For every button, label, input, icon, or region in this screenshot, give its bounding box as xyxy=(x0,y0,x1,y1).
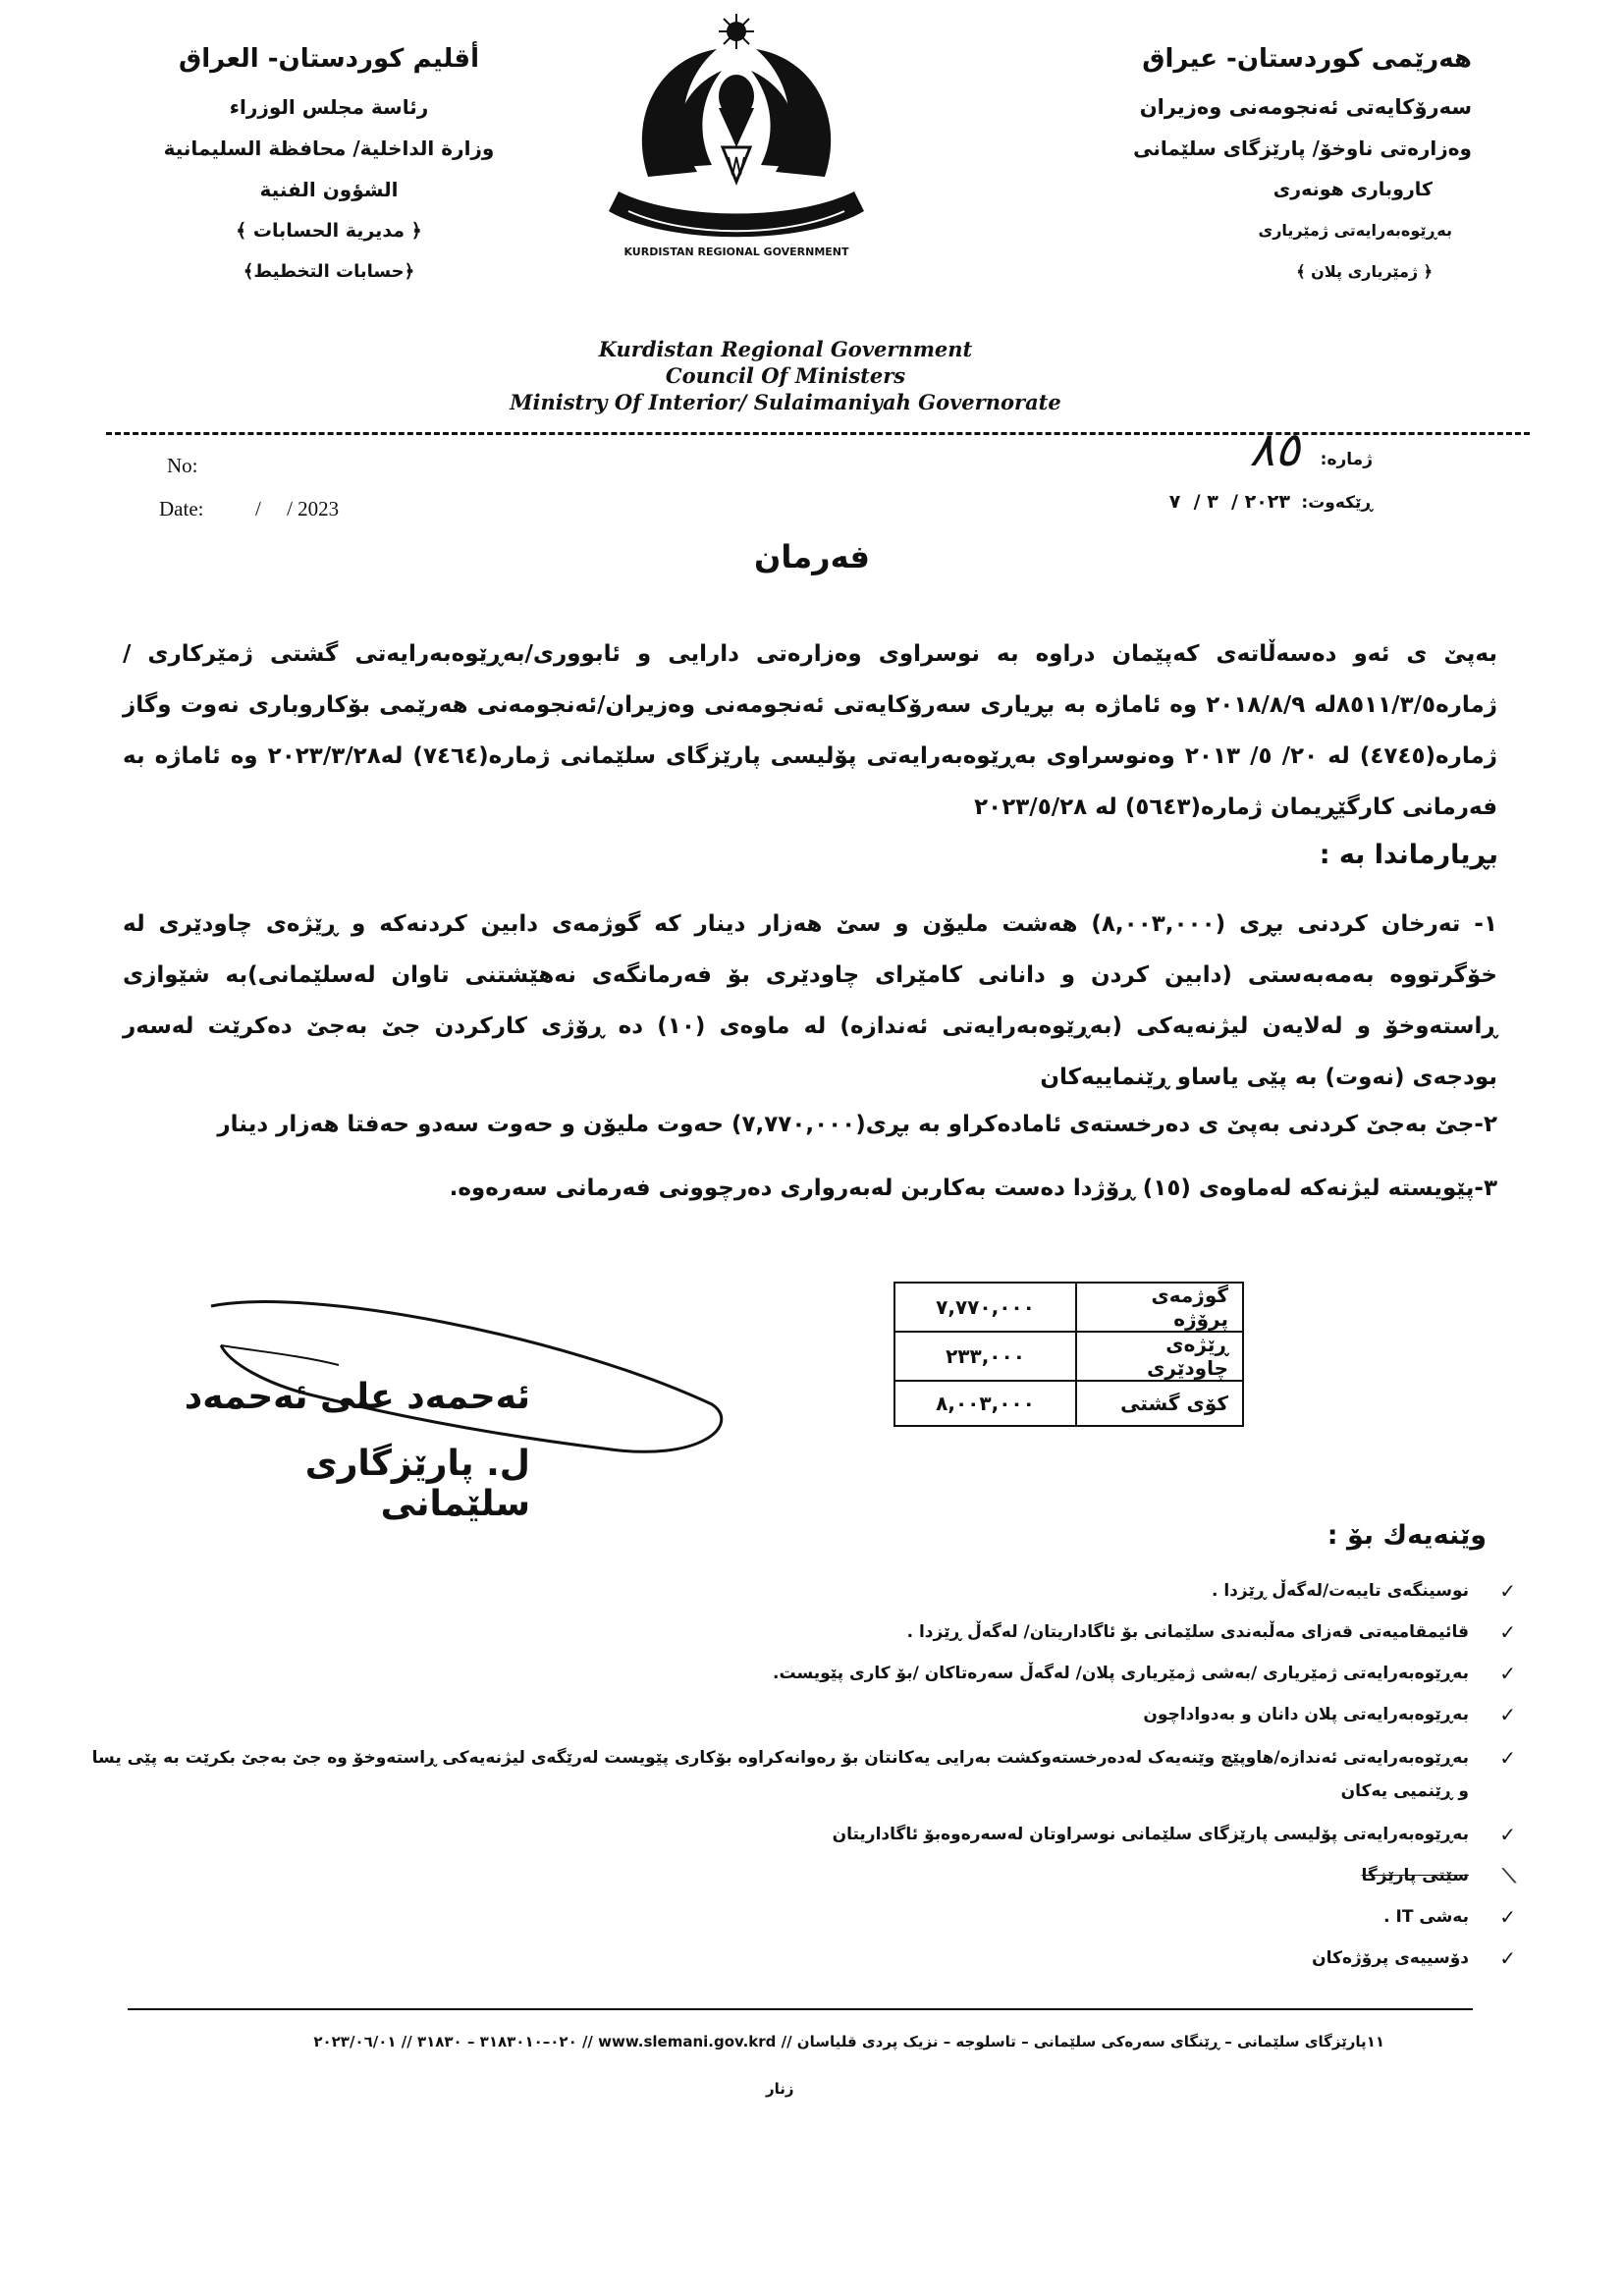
list-item: ✓ بەڕێوەبەرایەتی ژمێریاری /بەشی ژمێریاری پلان/ لەگەڵ سەرەتاکان /بۆ کاری پێویست. xyxy=(77,1659,1530,1688)
kurdish-region: هەرێمی کوردستان- عیراق xyxy=(1142,44,1472,74)
kurdish-section: ﴿ ژمێریاری پلان ﴾ xyxy=(1296,262,1433,281)
header-kurdish-block xyxy=(1059,39,1472,289)
kurdish-date-label: ڕێکەوت: xyxy=(1301,493,1373,513)
cc-heading: وێنەیەك بۆ : xyxy=(1326,1520,1487,1551)
ref-date-value: / / 2023 xyxy=(255,497,340,520)
table-row xyxy=(894,1283,1243,1332)
decided-heading: بڕیارماندا بە : xyxy=(1319,840,1498,870)
english-line-2: Council Of Ministers xyxy=(665,363,906,388)
header-arabic-block xyxy=(152,39,506,289)
english-line-3: Ministry Of Interior/ Sulaimaniyah Governorate xyxy=(510,390,1061,414)
cost-value: ٨,٠٠٣,٠٠٠ xyxy=(894,1381,1076,1426)
intro-paragraph: بەپێ ی ئەو دەسەڵاتەی کەپێمان دراوە بە نوسراوی وەزارەتی دارایی و ئابووری/بەڕێوەبەرایەتی گشتی ژمێرکاری /ژمارە٨٥١١/٣/٥لە ٢٠١٨/٨/٩ وە ئاماژە بە بڕیاری سەرۆکایەتی ئەنجومەنی وەزیران/ئەنجومەنی هەرێمی بۆکاروباری نەوت وگاز ژمارە(٤٧٤٥) لە ٢٠/ ٥/ ٢٠١٣ وەنوسراوی بەڕێوەبەرایەتی پۆلیسی پارێزگای سلێمانی ژمارە(٧٤٦٤) لە٢٠٢٣/٣/٢٨ وە ئاماژە بە فەرمانی کارگێڕیمان ژمارە(٥٦٤٣) لە ٢٠٢٣/٥/٢٨ xyxy=(123,641,1497,820)
table-row xyxy=(894,1381,1243,1426)
footer-divider xyxy=(128,2008,1473,2010)
kurdish-directorate: بەڕێوەبەرایەتی ژمێریاری xyxy=(1258,221,1452,240)
arabic-region: أقليم كوردستان- العراق xyxy=(179,44,479,74)
ref-date-label: Date: xyxy=(159,497,204,520)
kurdish-ministry: وەزارەتی ناوخۆ/ پارێزگای سلێمانی xyxy=(1133,137,1472,160)
arabic-ministry: وزارة الداخلية/ محافظة السليمانية xyxy=(163,137,495,160)
kurdish-affairs: کاروباری هونەری xyxy=(1272,179,1433,200)
english-line-1: Kurdistan Regional Government xyxy=(598,337,973,361)
header-divider xyxy=(106,432,1530,435)
ref-no-label: No: xyxy=(167,454,198,477)
cost-table xyxy=(893,1282,1244,1427)
decision-2: ٢-جێ بەجێ کردنی بەپێ ی دەرخستەی ئامادەکراو بە بڕی(٧,٧٧٠,٠٠٠) حەوت ملیۆن و حەوت سەدو حەفتا هەزار دینار xyxy=(217,1112,1497,1137)
signatory-title: ل. پارێزگاری سلێمانی xyxy=(304,1444,530,1524)
header-english-block xyxy=(461,336,1110,415)
list-item: ✓ بەڕێوەبەرایەتی ئەندازە/هاوپێچ وێنەیەک لەدەرخستەوکشت بەرایی یەکانتان بۆ رەوانەکراوە بۆکاری پێویست لەرێگەی لیژنەیەکی ڕاستەوخۆ وە جێ بەجێ بکرێت بە پێی یسا و ڕێنمیی یەکان xyxy=(77,1741,1530,1808)
kurdish-presidency: سەرۆکایەتی ئەنجومەنی وەزیران xyxy=(1139,95,1472,119)
cost-label: ڕێژەی چاودێری xyxy=(1076,1332,1243,1381)
list-item: ✓ نوسینگەی تایبەت/لەگەڵ ڕێزدا . xyxy=(77,1576,1530,1606)
handwritten-date: ٢٠٢٣ / ٣ / ٧ xyxy=(1168,491,1290,513)
arabic-directorate: ﴿ مديرية الحسابات ﴾ xyxy=(236,220,422,242)
cc-list xyxy=(77,1576,1530,1985)
list-item: ✓ بەشی IT . xyxy=(77,1902,1530,1932)
check-icon: ✓ xyxy=(1499,1823,1516,1846)
list-item: ⟋ سێتی پارێزگا xyxy=(77,1861,1530,1890)
signatory-name: ئەحمەد علی ئەحمەد xyxy=(184,1377,530,1417)
eagle-emblem-icon xyxy=(589,10,884,295)
arabic-presidency: رئاسة مجلس الوزراء xyxy=(229,95,429,119)
arabic-section: ﴿حسابات التخطيط﴾ xyxy=(243,261,415,282)
arabic-affairs: الشؤون الفنية xyxy=(259,178,399,201)
list-item: ✓ دۆسییەی پرۆژەکان xyxy=(77,1943,1530,1973)
handwritten-ref-number: ٨٥ xyxy=(1249,422,1300,477)
check-icon: ✓ xyxy=(1499,1905,1516,1929)
cost-value: ٧,٧٧٠,٠٠٠ xyxy=(894,1283,1076,1332)
footer-mark: زنار xyxy=(766,2080,794,2098)
check-icon: ✓ xyxy=(1499,1746,1516,1770)
check-icon: ✓ xyxy=(1499,1703,1516,1726)
cost-value: ٢٣٣,٠٠٠ xyxy=(894,1332,1076,1381)
check-icon: ✓ xyxy=(1499,1579,1516,1603)
decision-3: ٣-پێویستە لیژنەکە لەماوەی (١٥) ڕۆژدا دەست بەکاربن لەبەرواری دەرچوونی فەرمانی سەرەوە. xyxy=(449,1175,1497,1201)
krg-emblem xyxy=(589,10,884,295)
check-icon: ✓ xyxy=(1499,1620,1516,1644)
strikethrough-mark-icon: ⟋ xyxy=(1502,1864,1516,1887)
kurdish-no-label: ژمارە: xyxy=(1320,450,1373,469)
emblem-text: KURDISTAN REGIONAL GOVERNMENT xyxy=(623,246,849,258)
footer-address: ١١پارێزگای سلێمانی – ڕێنگای سەرەکی سلێمانی – تاسلوجە – نزیک پردی قلیاسان // www.slemani.gov.krd // ٠٢٠–٣١٨٣٠١٠ – ٣١٨٣٠ // ٢٠٢٣/٠٦/٠١ xyxy=(313,2033,1384,2050)
list-item: ✓ بەڕێوەبەرایەتی پلان دانان و بەدواداچون xyxy=(77,1700,1530,1729)
list-item: ✓ بەڕێوەبەرایەتی پۆلیسی پارێزگای سلێمانی نوسراوتان لەسەرەوەبۆ ئاگاداریتان xyxy=(77,1820,1530,1849)
cost-label: کۆی گشتی xyxy=(1076,1381,1243,1426)
table-row xyxy=(894,1332,1243,1381)
document-title: فەرمان xyxy=(754,538,870,575)
decision-1: ١- تەرخان کردنی بڕی (٨,٠٠٣,٠٠٠) هەشت ملیۆن و سێ هەزار دینار کە گوژمەی دابین کردنەکە و ڕێژەی چاودێری لە خۆگرتووە بەمەبەستی (دابین کردن و دانانی کامێرای چاودێری بۆ فەرمانگەی نەهێشتنی تاوان لەسلێمانی)بە شێوازی ڕاستەوخۆ و لەلایەن لیژنەیەکی (بەڕێوەبەرایەتی ئەندازە) لە ماوەی (١٠) دە ڕۆژی کارکردن جێ بەجێ دەکرێت لەسەر بودجەی (نەوت) بە پێی یاساو ڕێنماییەکان xyxy=(123,911,1498,1090)
check-icon: ✓ xyxy=(1499,1946,1516,1970)
check-icon: ✓ xyxy=(1499,1662,1516,1685)
cost-label: گوژمەی پرۆژە xyxy=(1076,1283,1243,1332)
list-item: ✓ قائیمقامیەتی قەزای مەڵبەندی سلێمانی بۆ ئاگاداریتان/ لەگەڵ ڕێزدا . xyxy=(77,1617,1530,1647)
